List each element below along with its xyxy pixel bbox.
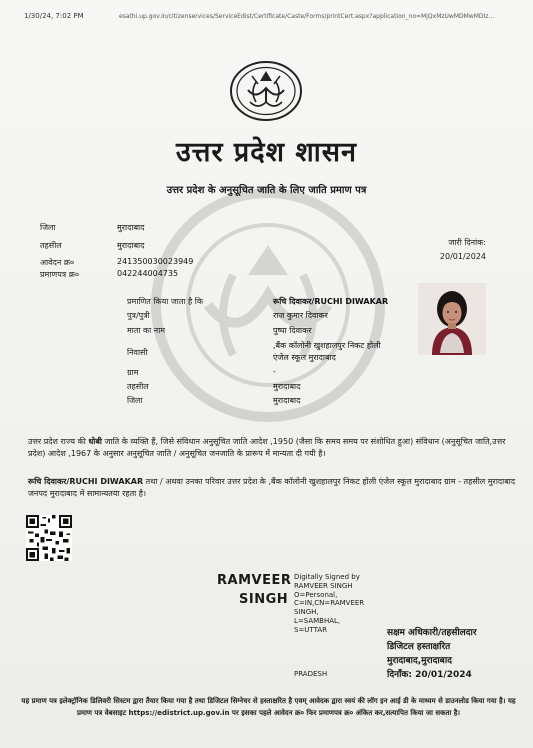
address-line-1: ,बैंक कॉलोनी खुशहालपुर निकट होली (273, 341, 381, 350)
person-tehsil-value: मुरादाबाद (273, 382, 301, 391)
application-no-value: 241350030023949 (117, 257, 194, 266)
certificate-no-value: 042244004735 (117, 269, 179, 278)
son-daughter-label: पुत्र/पुत्री (127, 311, 150, 320)
tehsil-value: मुरादाबाद (117, 241, 145, 250)
residence-holder-name: रूचि दिवाकर/RUCHI DIWAKAR (28, 477, 144, 486)
certificate-subtitle: उत्तर प्रदेश के अनुसूचित जाति के लिए जाति प्रमाण पत्र (166, 185, 367, 196)
digitally-signed-label: डिजिटल हस्ताक्षरित (387, 642, 451, 652)
issue-date-block (428, 236, 486, 264)
digital-sig-state: PRADESH (294, 670, 328, 678)
district-value: मुरादाबाद (117, 223, 145, 232)
digital-sig-line: C=IN,CN=RAMVEER (294, 599, 365, 608)
authority-location: मुरादाबाद,मुरादाबाद (387, 656, 452, 666)
father-name: राज कुमार दिवाकर (273, 311, 328, 320)
certify-label: प्रमाणित किया जाता है कि (127, 297, 204, 306)
up-emblem-icon (228, 60, 304, 122)
person-tehsil-label: तहसील (127, 382, 149, 391)
holder-photo (418, 283, 486, 355)
digital-signature-block (294, 573, 364, 635)
authority-date: दिनाँक: 20/01/2024 (387, 670, 472, 680)
print-datetime: 1/30/24, 7:02 PM (24, 12, 84, 20)
print-url: esathi.up.gov.in/citizenservices/ServiceEdist/Certificate/Caste/Forms/printCert.aspx?application_no=MjQxMzUwMDMwMDIz... (119, 13, 495, 20)
caste-paragraph (28, 436, 518, 460)
certificate-no-label: प्रमाणपत्र क्र० (40, 270, 79, 279)
tehsil-label: तहसील (40, 241, 62, 250)
signer-name-line-1: RAMVEER (217, 573, 292, 588)
resident-label: निवासी (127, 348, 148, 357)
holder-name: रूचि दिवाकर/RUCHI DIWAKAR (273, 297, 389, 306)
page-title: उत्तर प्रदेश शासन (176, 137, 357, 168)
digital-sig-line: O=Personal, (294, 590, 338, 599)
village-value: - (273, 367, 276, 376)
residence-paragraph (28, 476, 518, 500)
caste-name: धोबी (88, 437, 103, 446)
caste-para-start: उत्तर प्रदेश राज्य की (28, 437, 89, 446)
caste-para-rest: जाति के व्यक्ति हैं, जिसे संविधान अनुसूचित जाति आदेश ,1950 (जैसा कि समय समय पर संशोधित हुआ) संविधान (अनुसूचित जाति,उत्तर प्रदेश) आदेश ,1967 के अनुसार अनुसूचित जाति / अनुसूचित जनजाति के प्रारूप में मान्यता दी गयी है। (28, 437, 506, 458)
digital-sig-line: S=UTTAR (294, 625, 327, 634)
digital-sig-line: RAMVEER SINGH (294, 581, 353, 590)
village-label: ग्राम (127, 368, 139, 377)
mother-label: माता का नाम (127, 326, 166, 335)
signer-name-line-2: SINGH (239, 592, 289, 607)
authority-block (387, 626, 477, 682)
residence-para-rest: तथा / अथवा उनका परिवार उत्तर प्रदेश के ,बैंक कॉलोनी खुशहालपुर निकट होली एंजेल स्कूल मुरादाबाद ग्राम - तहसील मुरादाबाद जनपद मुरादाबाद में सामान्यतया रहता है। (28, 477, 516, 498)
mother-name: पुष्पा दिवाकर (273, 326, 312, 335)
qr-code-icon (26, 515, 72, 561)
footer-note: यह प्रमाण पत्र इलेक्ट्रॉनिक डिलिवरी सिस्टम द्वारा तैयार किया गया है तथा डिजिटल सिग्नेचर से हस्ताक्षरित है एवम् आवेदक द्वारा स्वयं की लॉग इन आई डी के माध्यम से डाउनलोड किया गया है। यह प्रमाण पत्र वेबसाइट https://edistrict.up.gov.in पर इसका पहले आवेदन क्र० फिर प्रमाणपत्र क्र० अंकित कर,सत्यापित किया जा सकता है। (21, 697, 516, 717)
digital-sig-line: L=SAMBHAL, (294, 616, 341, 625)
issue-date-value: 20/01/2024 (439, 252, 486, 261)
person-district-value: मुरादाबाद (273, 396, 301, 405)
digital-sig-line: Digitally Signed by (294, 573, 360, 581)
application-no-label: आवेदन क्र० (40, 258, 75, 267)
digital-sig-line: SINGH, (294, 608, 319, 617)
issue-date-label: जारी दिनांक: (448, 238, 486, 247)
person-district-label: जिला (127, 396, 143, 405)
address-line-2: एंजेल स्कूल मुरादाबाद (273, 353, 336, 362)
browser-print-header (24, 10, 523, 24)
district-label: जिला (40, 223, 56, 232)
authority-designation: सक्षम अधिकारी/तहसीलदार (387, 628, 477, 638)
